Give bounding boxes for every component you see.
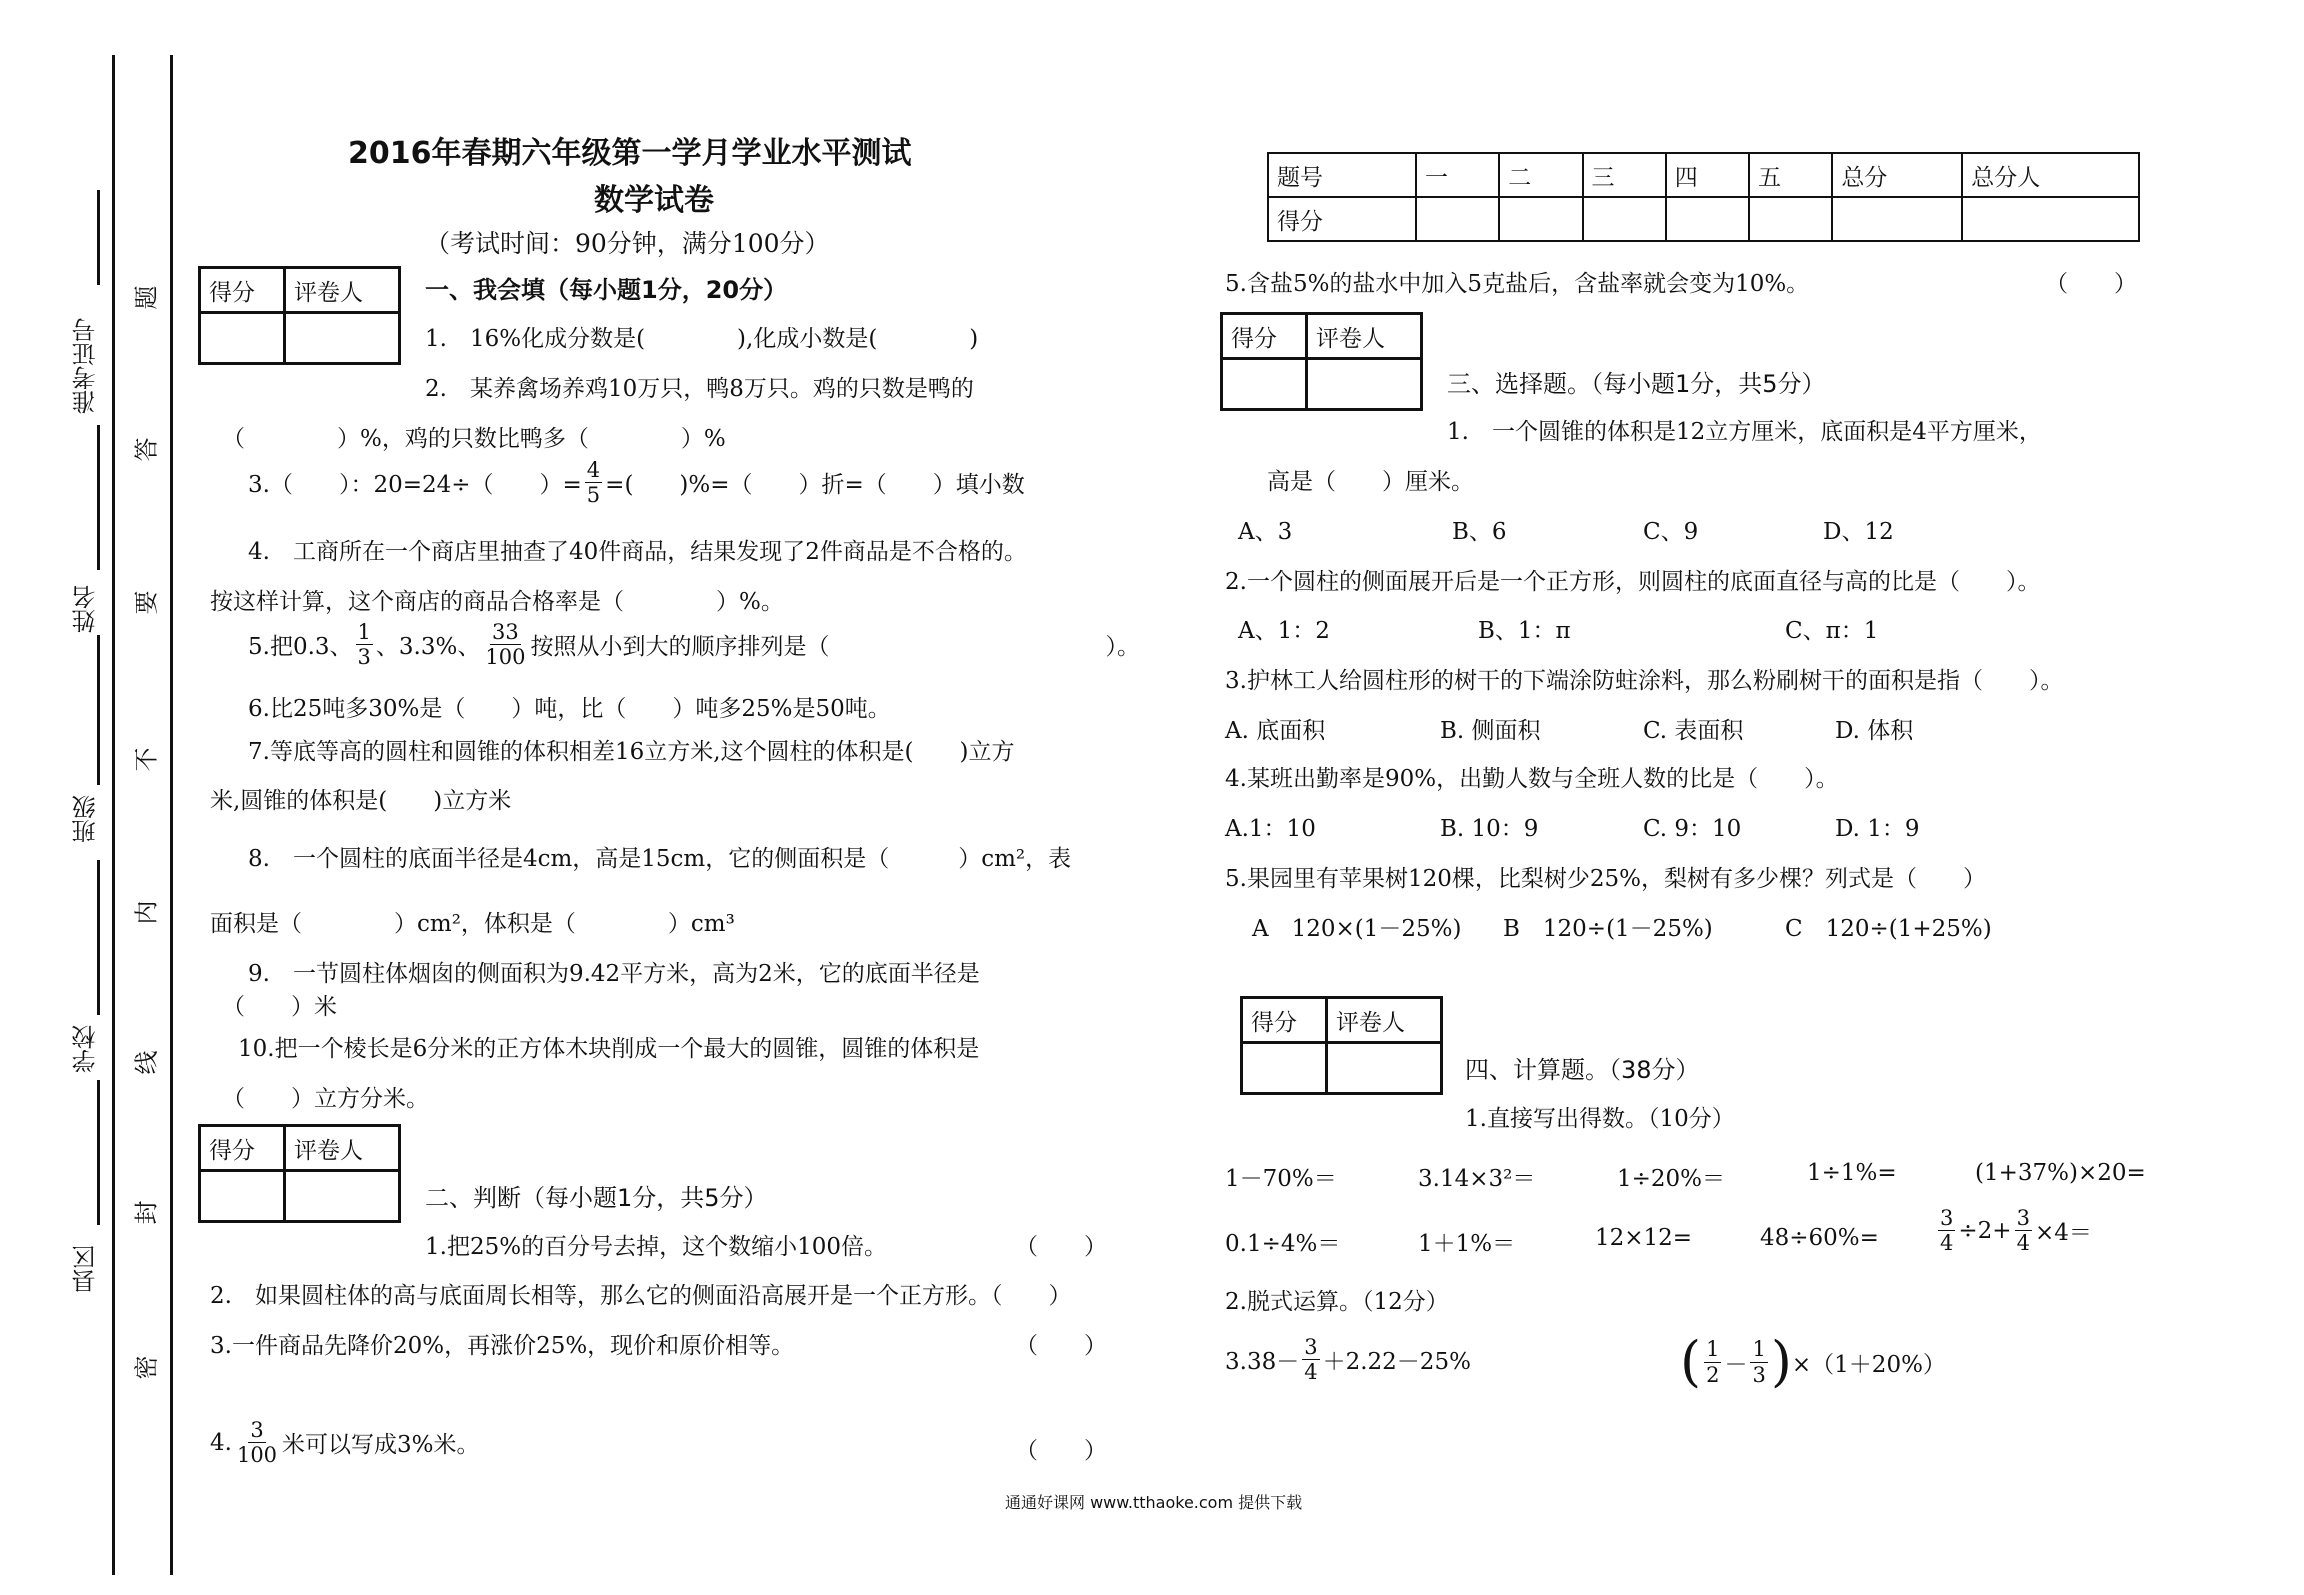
question: （ ）立方分米。 xyxy=(222,1086,429,1112)
score-cell[interactable] xyxy=(1416,197,1499,241)
warning-char: 内 xyxy=(132,900,161,925)
answer-paren[interactable]: （ ） xyxy=(1015,1438,1107,1464)
judge-question xyxy=(210,1418,480,1467)
judge-question: 2. 如果圆柱体的高与底面周长相等，那么它的侧面沿高展开是一个正方形。（ ） xyxy=(210,1283,1072,1309)
section3-title: 三、选择题。（每小题1分，共5分） xyxy=(1447,370,1826,398)
score-table-header-cell: 总分人 xyxy=(1962,153,2139,197)
question: 8. 一个圆柱的底面半径是4cm，高是15cm，它的侧面积是（ ）cm²，表 xyxy=(248,846,1072,872)
fraction-denominator: 2 xyxy=(1706,1362,1720,1387)
minus-sign: － xyxy=(1724,1351,1748,1378)
option[interactable]: B、6 xyxy=(1452,519,1507,545)
calc-item xyxy=(1935,1206,2092,1255)
score-table-header-cell: 三 xyxy=(1583,153,1666,197)
calc-item: 3.14×3²＝ xyxy=(1418,1166,1536,1192)
fraction-numerator: 3 xyxy=(1940,1206,1954,1230)
fraction-denominator: 100 xyxy=(485,645,526,670)
fraction xyxy=(235,1418,279,1467)
judge-question: 3.一件商品先降价20%，再涨价25%，现价和原价相等。 xyxy=(210,1333,795,1359)
question: 1. 16%化成分数是( ),化成小数是( ) xyxy=(425,326,979,352)
score-table-score-row xyxy=(1268,197,2139,241)
score-table-header-cell: 总分 xyxy=(1832,153,1962,197)
fraction-denominator: 4 xyxy=(1940,1231,1954,1256)
judge-question: 5.含盐5%的盐水中加入5克盐后，含盐率就会变为10%。 xyxy=(1225,271,1810,297)
field-underline xyxy=(97,425,100,570)
option[interactable]: A、1：2 xyxy=(1238,618,1330,644)
score-table-header-cell: 五 xyxy=(1749,153,1832,197)
grader-box-label: 评卷人 xyxy=(284,1126,399,1171)
calc-item: (1+37%)×20= xyxy=(1975,1160,2146,1186)
grader-box-label: 评卷人 xyxy=(1306,314,1421,359)
fraction-numerator: 33 xyxy=(492,620,519,644)
subsection-title: 1.直接写出得数。（10分） xyxy=(1465,1106,1735,1132)
question: （ ）米 xyxy=(222,994,337,1020)
question-text: 米可以写成3%米。 xyxy=(282,1432,480,1459)
calc-text: 3.38－ xyxy=(1225,1349,1300,1376)
subsection-title: 2.脱式运算。（12分） xyxy=(1225,1289,1449,1315)
score-box-section4 xyxy=(1240,996,1443,1095)
warning-char: 答 xyxy=(132,437,161,462)
fraction xyxy=(2015,1206,2032,1255)
option[interactable]: B 120÷(1－25%) xyxy=(1503,916,1713,942)
grader-box-label: 评卷人 xyxy=(284,268,399,313)
calc-expression xyxy=(1225,1335,1471,1384)
score-box-section1 xyxy=(198,266,401,365)
answer-paren[interactable]: （ ） xyxy=(1015,1333,1107,1359)
option[interactable]: C 120÷(1+25%) xyxy=(1785,916,1992,942)
question: 面积是（ ）cm²，体积是（ ）cm³ xyxy=(210,911,735,937)
section2-title: 二、判断（每小题1分，共5分） xyxy=(425,1184,768,1212)
question: 9. 一节圆柱体烟囱的侧面积为9.42平方米，高为2米，它的底面半径是 xyxy=(248,961,980,987)
fraction-numerator: 1 xyxy=(1706,1337,1720,1362)
score-table xyxy=(1267,152,2140,242)
choice-question: 高是（ ）厘米。 xyxy=(1267,469,1474,495)
score-table-header-cell: 一 xyxy=(1416,153,1499,197)
exam-title: 2016年春期六年级第一学月学业水平测试 xyxy=(348,136,912,171)
warning-char: 要 xyxy=(132,590,161,615)
score-box-section3 xyxy=(1220,312,1423,411)
option[interactable]: A.1：10 xyxy=(1225,816,1316,842)
score-cell[interactable] xyxy=(1583,197,1666,241)
right-paren: ) xyxy=(1770,1330,1792,1393)
choice-question: 1. 一个圆锥的体积是12立方厘米，底面积是4平方厘米， xyxy=(1447,419,2042,445)
class-label: 班级 xyxy=(72,795,100,843)
score-box-label: 得分 xyxy=(1242,998,1327,1043)
exam-subtitle: 数学试卷 xyxy=(594,183,714,218)
option[interactable]: B. 10：9 xyxy=(1440,816,1539,842)
warning-char: 密 xyxy=(132,1355,161,1380)
score-cell[interactable] xyxy=(1962,197,2139,241)
score-table-header-cell: 题号 xyxy=(1268,153,1416,197)
question: 10.把一个棱长是6分米的正方体木块削成一个最大的圆锥，圆锥的体积是 xyxy=(238,1036,980,1062)
option[interactable]: B、1：π xyxy=(1478,618,1571,644)
option[interactable]: B. 侧面积 xyxy=(1440,718,1541,744)
fraction xyxy=(1302,1335,1319,1384)
calc-item: 48÷60%= xyxy=(1760,1225,1879,1251)
fraction xyxy=(1750,1337,1767,1386)
score-table-header-cell: 二 xyxy=(1499,153,1582,197)
score-input[interactable] xyxy=(1222,359,1307,410)
field-underline xyxy=(97,1080,100,1225)
score-table-row-label: 得分 xyxy=(1268,197,1416,241)
fraction-denominator: 3 xyxy=(1752,1362,1766,1387)
option[interactable]: C. 9：10 xyxy=(1643,816,1742,842)
question: 7.等底等高的圆柱和圆锥的体积相差16立方米,这个圆柱的体积是( )立方 xyxy=(248,739,1015,765)
fraction-denominator: 4 xyxy=(1304,1360,1318,1385)
question-text: =( )%=（ ）折=（ ）填小数 xyxy=(605,472,1025,499)
fraction-numerator: 3 xyxy=(2016,1206,2030,1230)
exam-info: （考试时间：90分钟，满分100分） xyxy=(425,229,830,258)
score-box-section2 xyxy=(198,1124,401,1223)
question xyxy=(248,458,1025,507)
field-underline xyxy=(97,190,100,285)
question: 4. 工商所在一个商店里抽查了40件商品，结果发现了2件商品是不合格的。 xyxy=(248,539,1027,565)
answer-paren[interactable]: （ ） xyxy=(2045,271,2137,297)
question: 2. 某养禽场养鸡10万只，鸭8万只。鸡的只数是鸭的 xyxy=(425,376,974,402)
calc-expression xyxy=(1680,1330,1946,1393)
fraction xyxy=(1938,1206,1955,1255)
warning-char: 封 xyxy=(132,1200,161,1225)
calc-text: ×（1＋20%） xyxy=(1791,1351,1946,1378)
question xyxy=(248,620,1140,669)
score-input[interactable] xyxy=(1242,1043,1327,1094)
score-cell[interactable] xyxy=(1666,197,1749,241)
left-paren: ( xyxy=(1680,1330,1702,1393)
question: 米,圆锥的体积是( )立方米 xyxy=(210,788,512,814)
calc-text: ×4＝ xyxy=(2034,1220,2092,1247)
question: （ ）%，鸡的只数比鸭多（ ）% xyxy=(222,426,726,452)
fraction xyxy=(585,458,602,507)
fraction xyxy=(1704,1337,1721,1386)
score-table-header-cell: 四 xyxy=(1666,153,1749,197)
binding-line-inner xyxy=(170,55,173,1575)
calc-text: ＋2.22－25% xyxy=(1322,1349,1471,1376)
option[interactable]: D、12 xyxy=(1823,519,1894,545)
question: 按这样计算，这个商店的商品合格率是（ ）%。 xyxy=(210,589,784,615)
option[interactable]: C、π：1 xyxy=(1785,618,1879,644)
choice-question: 5.果园里有苹果树120棵，比梨树少25%，梨树有多少棵？列式是（ ） xyxy=(1225,866,1986,892)
fraction-denominator: 100 xyxy=(236,1443,278,1468)
fraction xyxy=(356,620,373,669)
option[interactable]: D. 体积 xyxy=(1835,718,1914,744)
binding-line-outer xyxy=(112,55,115,1575)
question-text: 按照从小到大的顺序排列是（ ）。 xyxy=(530,634,1140,661)
score-input[interactable] xyxy=(200,1171,285,1222)
grader-input[interactable] xyxy=(284,313,399,364)
score-box-label: 得分 xyxy=(200,1126,285,1171)
county-label: 县区 xyxy=(72,1245,100,1293)
warning-char: 线 xyxy=(132,1050,161,1075)
question-text: 、3.3%、 xyxy=(375,634,481,661)
calc-item: 1÷20%＝ xyxy=(1617,1166,1726,1192)
fraction-denominator: 3 xyxy=(357,645,371,670)
question-text: 5.把0.3、 xyxy=(248,634,353,661)
warning-char: 不 xyxy=(132,747,161,772)
exam-number-label: 准考证号 xyxy=(72,318,100,414)
choice-question: 2.一个圆柱的侧面展开后是一个正方形，则圆柱的底面直径与高的比是（ ）。 xyxy=(1225,569,2041,595)
option[interactable]: C. 表面积 xyxy=(1643,718,1744,744)
fraction-numerator: 3 xyxy=(1304,1335,1318,1359)
question: 6.比25吨多30%是（ ）吨，比（ ）吨多25%是50吨。 xyxy=(248,696,891,722)
option[interactable]: A. 底面积 xyxy=(1225,718,1326,744)
footer-credit: 通通好课网 www.tthaoke.com 提供下载 xyxy=(1005,1493,1303,1512)
fraction-numerator: 4 xyxy=(586,458,601,482)
fraction-numerator: 3 xyxy=(250,1418,264,1442)
score-box-label: 得分 xyxy=(200,268,285,313)
field-underline xyxy=(97,635,100,785)
answer-paren[interactable]: （ ） xyxy=(1015,1234,1107,1260)
score-cell[interactable] xyxy=(1499,197,1582,241)
fraction-denominator: 4 xyxy=(2016,1231,2030,1256)
question-text: 4. xyxy=(210,1429,232,1456)
calc-item: 1÷1%= xyxy=(1807,1160,1897,1186)
calc-item: 1＋1%＝ xyxy=(1418,1231,1516,1257)
option[interactable]: C、9 xyxy=(1643,519,1699,545)
warning-char: 题 xyxy=(132,285,161,310)
question-text: 3.（ ）：20=24÷（ ）= xyxy=(248,472,582,499)
grader-input[interactable] xyxy=(1306,359,1421,410)
score-cell[interactable] xyxy=(1832,197,1962,241)
choice-question: 4.某班出勤率是90%，出勤人数与全班人数的比是（ ）。 xyxy=(1225,766,1839,792)
field-underline xyxy=(97,860,100,1015)
score-box-label: 得分 xyxy=(1222,314,1307,359)
fraction-numerator: 1 xyxy=(357,620,371,644)
judge-question: 1.把25%的百分号去掉，这个数缩小100倍。 xyxy=(425,1234,887,1260)
score-table-header-row xyxy=(1268,153,2139,197)
fraction-denominator: 5 xyxy=(586,483,601,508)
option[interactable]: A、3 xyxy=(1238,519,1293,545)
option[interactable]: D. 1：9 xyxy=(1835,816,1920,842)
grader-input[interactable] xyxy=(284,1171,399,1222)
section1-title: 一、我会填（每小题1分，20分） xyxy=(425,276,788,304)
fraction xyxy=(483,620,527,669)
school-label: 学校 xyxy=(72,1025,100,1073)
grader-input[interactable] xyxy=(1326,1043,1441,1094)
fraction-numerator: 1 xyxy=(1752,1337,1766,1362)
score-input[interactable] xyxy=(200,313,285,364)
grader-box-label: 评卷人 xyxy=(1326,998,1441,1043)
calc-item: 12×12= xyxy=(1595,1225,1693,1251)
section4-title: 四、计算题。（38分） xyxy=(1465,1056,1700,1084)
calc-text: ÷2+ xyxy=(1958,1217,2012,1244)
choice-question: 3.护林工人给圆柱形的树干的下端涂防蛀涂料，那么粉刷树干的面积是指（ ）。 xyxy=(1225,668,2064,694)
option[interactable]: A 120×(1－25%) xyxy=(1252,916,1462,942)
name-label: 姓名 xyxy=(72,585,100,633)
calc-item: 0.1÷4%＝ xyxy=(1225,1231,1341,1257)
calc-item: 1－70%＝ xyxy=(1225,1166,1337,1192)
score-cell[interactable] xyxy=(1749,197,1832,241)
